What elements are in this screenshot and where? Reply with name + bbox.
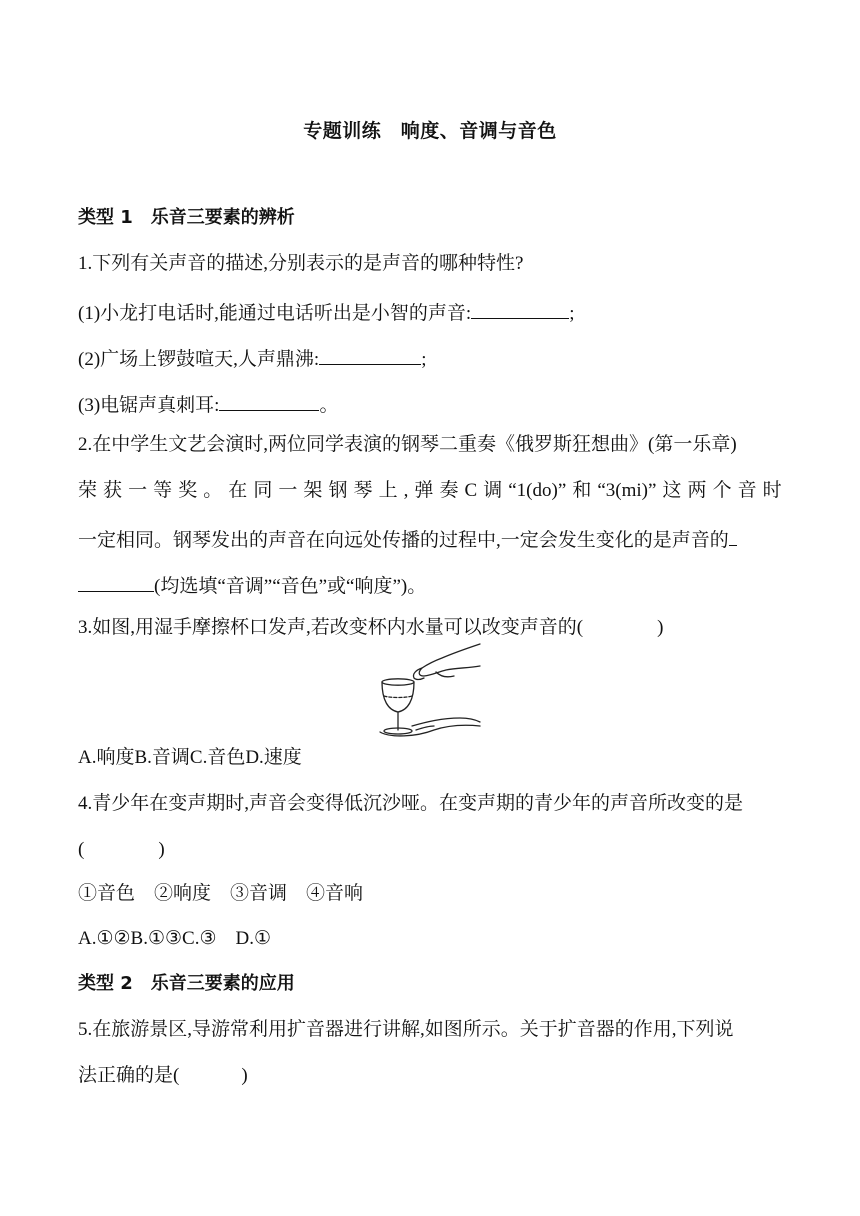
answer-blank[interactable] [78, 571, 154, 592]
justified-word: 一 [278, 480, 298, 501]
question-2-line-4 [78, 571, 426, 599]
paren-close: ) [241, 1065, 248, 1086]
justified-word: 获 [103, 480, 123, 501]
justified-word: , [403, 480, 409, 501]
justified-word: “3(mi)” [597, 480, 657, 501]
justified-word: 一 [128, 480, 148, 501]
question-5-line-1: 5.在旅游景区,导游常利用扩音器进行讲解,如图所示。关于扩音器的作用,下列说 [78, 1019, 734, 1040]
answer-blank[interactable] [219, 390, 319, 411]
justified-word: 音 [737, 480, 757, 501]
question-4-options: A.①②B.①③C.③ D.① [78, 928, 271, 949]
question-4-items: ①音色 ②响度 ③音调 ④音响 [78, 883, 364, 904]
question-1-part-1 [78, 298, 574, 326]
question-1-part-1-text: (1)小龙打电话时,能通过电话听出是小智的声音: [78, 303, 472, 324]
justified-word: 等 [153, 480, 173, 501]
question-2-line-2 [78, 479, 782, 503]
paren-close: ) [657, 617, 664, 638]
question-1-part-2-text: (2)广场上锣鼓喧天,人声鼎沸: [78, 349, 320, 370]
page-title: 专题训练 响度、音调与音色 [303, 120, 557, 142]
justified-word: 钢 [328, 480, 348, 501]
question-4-paren [78, 838, 165, 862]
question-2-line-3 [78, 525, 737, 553]
question-3-stem-text: 3.如图,用湿手摩擦杯口发声,若改变杯内水量可以改变声音的( [78, 617, 584, 638]
justified-word: 和 [572, 480, 592, 501]
justified-word: 这 [662, 480, 682, 501]
justified-word: C [464, 480, 478, 501]
answer-blank[interactable] [729, 525, 737, 546]
section-heading-2: 类型 2 乐音三要素的应用 [78, 973, 295, 994]
punctuation: ; [421, 349, 427, 370]
question-2-line-1: 2.在中学生文艺会演时,两位同学表演的钢琴二重奏《俄罗斯狂想曲》(第一乐章) [78, 434, 737, 455]
justified-word: 时 [762, 480, 782, 501]
question-4-stem: 4.青少年在变声期时,声音会变得低沉沙哑。在变声期的青少年的声音所改变的是 [78, 793, 744, 814]
justified-word: 个 [712, 480, 732, 501]
question-2-line-4-text: (均选填“音调”“音色”或“响度”)。 [154, 576, 427, 597]
question-5-line-2 [78, 1064, 248, 1088]
justified-word: 同 [253, 480, 273, 501]
question-1-part-2 [78, 344, 426, 372]
paren-close: ) [158, 839, 165, 860]
question-1-stem: 1.下列有关声音的描述,分别表示的是声音的哪种特性? [78, 253, 524, 274]
question-3-stem [78, 616, 663, 640]
justified-word: 架 [303, 480, 323, 501]
justified-word: 弹 [414, 480, 434, 501]
justified-word: 调 [483, 480, 503, 501]
justified-word: 奏 [439, 480, 459, 501]
justified-word: 荣 [78, 480, 98, 501]
question-1-part-3-text: (3)电锯声真刺耳: [78, 395, 220, 416]
justified-word: 奖 [178, 480, 198, 501]
justified-word: 在 [228, 480, 248, 501]
question-2-line-3-text: 一定相同。钢琴发出的声音在向远处传播的过程中,一定会发生变化的是声音的 [78, 530, 729, 551]
answer-blank[interactable] [471, 298, 569, 319]
justified-word: 两 [687, 480, 707, 501]
justified-word: 琴 [353, 480, 373, 501]
question-3-options: A.响度B.音调C.音色D.速度 [78, 747, 302, 768]
paren-open: ( [78, 839, 85, 860]
answer-blank[interactable] [319, 344, 421, 365]
wine-glass-hand-figure [376, 642, 484, 738]
section-heading-1: 类型 1 乐音三要素的辨析 [78, 207, 295, 228]
justified-word: 上 [378, 480, 398, 501]
justified-word: 。 [203, 480, 223, 501]
justified-word: “1(do)” [508, 480, 567, 501]
question-5-line-2-text: 法正确的是( [78, 1065, 180, 1086]
punctuation: ; [569, 303, 575, 324]
punctuation: 。 [319, 395, 339, 416]
question-1-part-3 [78, 390, 338, 418]
